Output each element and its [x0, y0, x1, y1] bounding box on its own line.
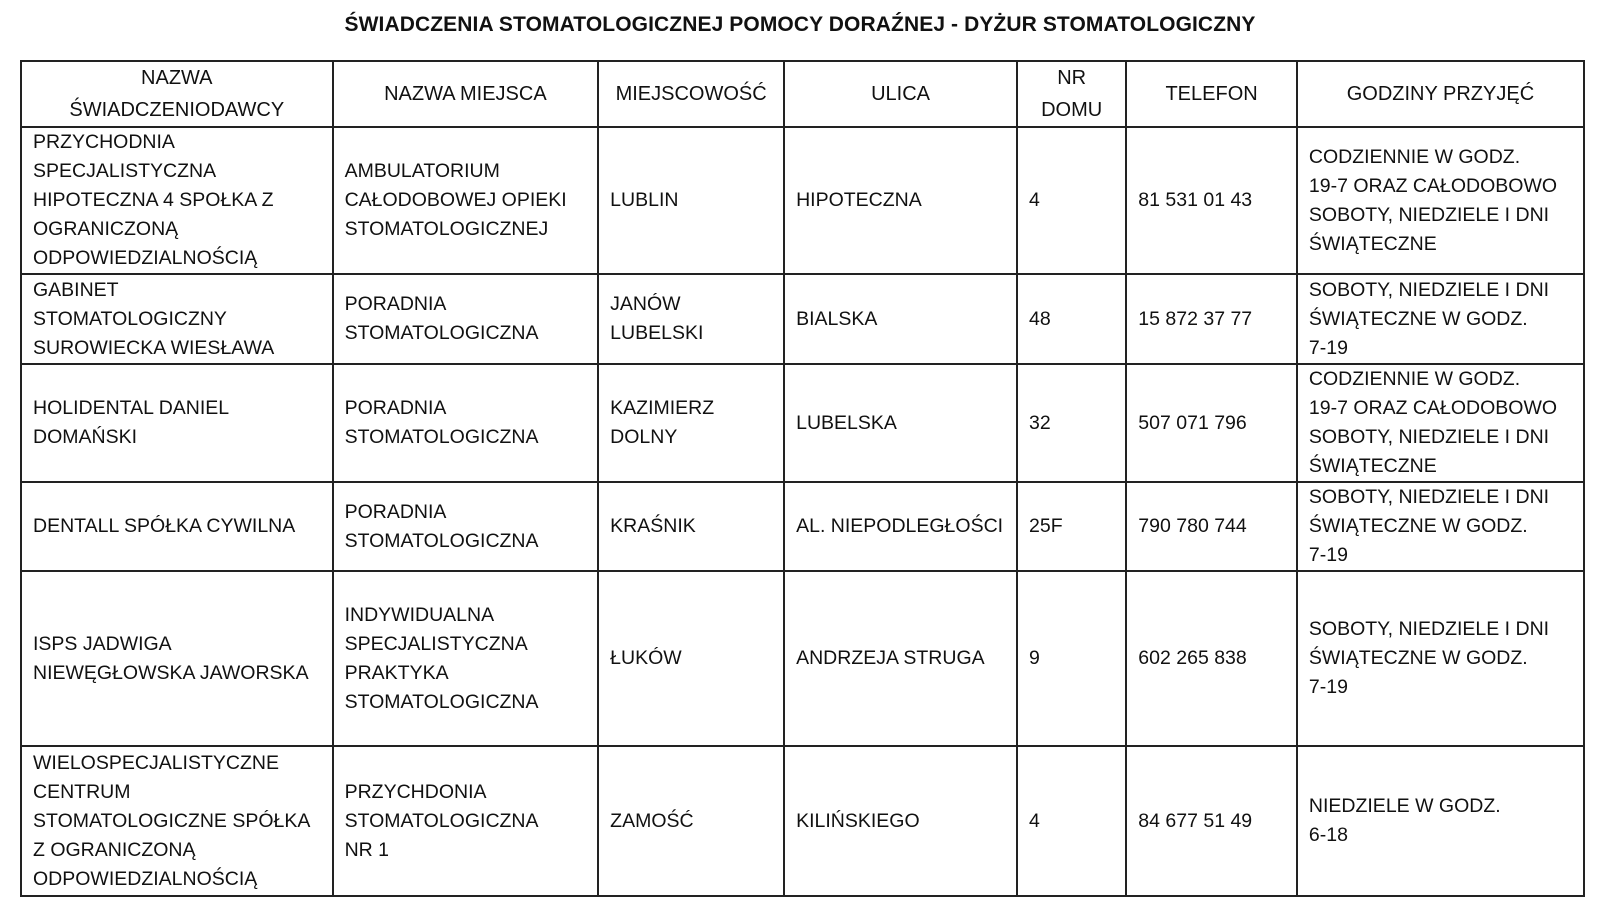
street-cell: LUBELSKA: [784, 364, 1017, 482]
house-number-cell: 32: [1017, 364, 1126, 482]
provider-cell: HOLIDENTAL DANIEL DOMAŃSKI: [21, 364, 333, 482]
place-cell: PORADNIA STOMATOLOGICZNA: [333, 482, 599, 571]
phone-cell: 81 531 01 43: [1126, 127, 1297, 274]
city-cell: ŁUKÓW: [598, 571, 784, 746]
column-header-street: ULICA: [784, 61, 1017, 127]
provider-cell: PRZYCHODNIA SPECJALISTYCZNA HIPOTECZNA 4 SPOŁKA Z OGRANICZONĄ ODPOWIEDZIALNOŚCIĄ: [21, 127, 333, 274]
table-row: [21, 746, 1584, 896]
table-row: [21, 274, 1584, 364]
header-row: [21, 61, 1584, 127]
hours-cell: NIEDZIELE W GODZ. 6-18: [1297, 746, 1584, 896]
page-title: ŚWIADCZENIA STOMATOLOGICZNEJ POMOCY DORAŹNEJ - DYŻUR STOMATOLOGICZNY: [344, 13, 1256, 36]
city-cell: KRAŚNIK: [598, 482, 784, 571]
phone-cell: 790 780 744: [1126, 482, 1297, 571]
city-cell: KAZIMIERZ DOLNY: [598, 364, 784, 482]
place-cell: AMBULATORIUM CAŁODOBOWEJ OPIEKI STOMATOLOGICZNEJ: [333, 127, 599, 274]
street-cell: HIPOTECZNA: [784, 127, 1017, 274]
street-cell: ANDRZEJA STRUGA: [784, 571, 1017, 746]
place-cell: PRZYCHDONIA STOMATOLOGICZNA NR 1: [333, 746, 599, 896]
phone-cell: 15 872 37 77: [1126, 274, 1297, 364]
city-cell: ZAMOŚĆ: [598, 746, 784, 896]
hours-cell: SOBOTY, NIEDZIELE I DNI ŚWIĄTECZNE W GODZ. 7-19: [1297, 482, 1584, 571]
table-row: [21, 482, 1584, 571]
provider-cell: GABINET STOMATOLOGICZNY SUROWIECKA WIESŁAWA: [21, 274, 333, 364]
street-cell: BIALSKA: [784, 274, 1017, 364]
column-header-place: NAZWA MIEJSCA: [333, 61, 599, 127]
street-cell: KILIŃSKIEGO: [784, 746, 1017, 896]
hours-cell: CODZIENNIE W GODZ. 19-7 ORAZ CAŁODOBOWO SOBOTY, NIEDZIELE I DNI ŚWIĄTECZNE: [1297, 364, 1584, 482]
city-cell: JANÓW LUBELSKI: [598, 274, 784, 364]
phone-cell: 507 071 796: [1126, 364, 1297, 482]
hours-cell: SOBOTY, NIEDZIELE I DNI ŚWIĄTECZNE W GODZ. 7-19: [1297, 571, 1584, 746]
house-number-cell: 4: [1017, 127, 1126, 274]
house-number-cell: 25F: [1017, 482, 1126, 571]
place-cell: INDYWIDUALNA SPECJALISTYCZNA PRAKTYKA STOMATOLOGICZNA: [333, 571, 599, 746]
provider-cell: ISPS JADWIGA NIEWĘGŁOWSKA JAWORSKA: [21, 571, 333, 746]
house-number-cell: 48: [1017, 274, 1126, 364]
place-cell: PORADNIA STOMATOLOGICZNA: [333, 274, 599, 364]
provider-cell: WIELOSPECJALISTYCZNE CENTRUM STOMATOLOGICZNE SPÓŁKA Z OGRANICZONĄ ODPOWIEDZIALNOŚCIĄ: [21, 746, 333, 896]
phone-cell: 602 265 838: [1126, 571, 1297, 746]
column-header-provider: NAZWA ŚWIADCZENIODAWCY: [21, 61, 333, 127]
table-row: [21, 571, 1584, 746]
hours-cell: CODZIENNIE W GODZ. 19-7 ORAZ CAŁODOBOWO SOBOTY, NIEDZIELE I DNI ŚWIĄTECZNE: [1297, 127, 1584, 274]
table-row: [21, 364, 1584, 482]
provider-cell: DENTALL SPÓŁKA CYWILNA: [21, 482, 333, 571]
house-number-cell: 4: [1017, 746, 1126, 896]
house-number-cell: 9: [1017, 571, 1126, 746]
duty-table: [20, 60, 1585, 897]
place-cell: PORADNIA STOMATOLOGICZNA: [333, 364, 599, 482]
column-header-phone: TELEFON: [1126, 61, 1297, 127]
column-header-house-number: NR DOMU: [1017, 61, 1126, 127]
phone-cell: 84 677 51 49: [1126, 746, 1297, 896]
table-row: [21, 127, 1584, 274]
column-header-city: MIEJSCOWOŚĆ: [598, 61, 784, 127]
city-cell: LUBLIN: [598, 127, 784, 274]
hours-cell: SOBOTY, NIEDZIELE I DNI ŚWIĄTECZNE W GODZ. 7-19: [1297, 274, 1584, 364]
street-cell: AL. NIEPODLEGŁOŚCI: [784, 482, 1017, 571]
column-header-hours: GODZINY PRZYJĘĆ: [1297, 61, 1584, 127]
